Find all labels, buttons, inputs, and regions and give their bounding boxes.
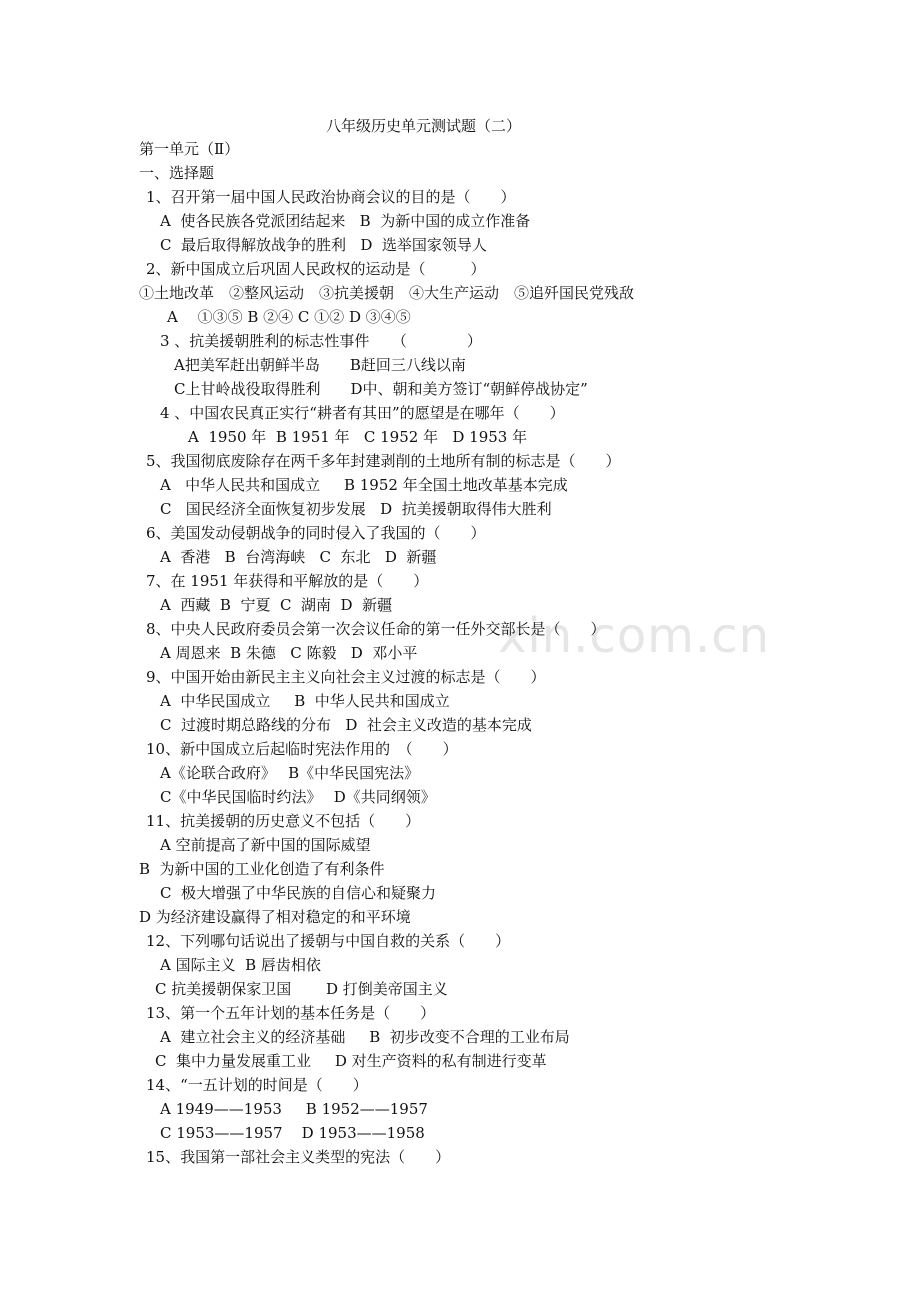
question-11-option-d: D 为经济建设赢得了相对稳定的和平环境 (139, 908, 411, 926)
question-12-options-cd: C 抗美援朝保家卫国 D 打倒美帝国主义 (155, 980, 448, 998)
question-10: 10、新中国成立后起临时宪法作用的 （ ） (146, 740, 458, 758)
question-13: 13、第一个五年计划的基本任务是（ ） (146, 1004, 436, 1022)
section-heading: 一、选择题 (139, 164, 215, 182)
question-3-options-ab: A把美军赶出朝鲜半岛 B赶回三八线以南 (174, 356, 466, 374)
question-11-option-b: B 为新中国的工业化创造了有利条件 (139, 860, 385, 878)
question-12: 12、下列哪句话说出了援朝与中国自救的关系（ ） (146, 932, 511, 950)
question-8: 8、中央人民政府委员会第一次会议任命的第一任外交部长是（ ） (146, 620, 606, 638)
question-14-options-cd: C 1953——1957 D 1953——1958 (160, 1124, 425, 1142)
question-14: 14、“一五计划的时间是（ ） (146, 1076, 368, 1094)
question-13-options-cd: C 集中力量发展重工业 D 对生产资料的私有制进行变革 (155, 1052, 547, 1070)
question-1: 1、召开第一届中国人民政治协商会议的目的是（ ） (146, 188, 516, 206)
question-1-options-cd: C 最后取得解放战争的胜利 D 选举国家领导人 (160, 236, 487, 254)
question-9: 9、中国开始由新民主主义向社会主义过渡的标志是（ ） (146, 668, 546, 686)
question-9-options-ab: A 中华民国成立 B 中华人民共和国成立 (160, 692, 450, 710)
question-6: 6、美国发动侵朝战争的同时侵入了我国的（ ） (146, 524, 486, 542)
question-8-options: A 周恩来 B 朱德 C 陈毅 D 邓小平 (160, 644, 418, 662)
question-10-options-ab: A《论联合政府》 B《中华民国宪法》 (160, 764, 420, 782)
question-15: 15、我国第一部社会主义类型的宪法（ ） (146, 1148, 451, 1166)
question-12-options-ab: A 国际主义 B 唇齿相依 (160, 956, 321, 974)
question-3: 3 、抗美援朝胜利的标志性事件 （ ） (160, 332, 482, 350)
question-1-options-ab: A 使各民族各党派团结起来 B 为新中国的成立作准备 (160, 212, 531, 230)
question-11: 11、抗美援朝的历史意义不包括（ ） (146, 812, 421, 830)
question-2-options: A ①③⑤ B ②④ C ①② D ③④⑤ (167, 308, 411, 326)
question-5-options-cd: C 国民经济全面恢复初步发展 D 抗美援朝取得伟大胜利 (160, 500, 552, 518)
question-11-option-a: A 空前提高了新中国的国际威望 (160, 836, 371, 854)
question-6-options: A 香港 B 台湾海峡 C 东北 D 新疆 (160, 548, 437, 566)
question-4: 4 、中国农民真正实行“耕者有其田”的愿望是在哪年（ ） (160, 404, 565, 422)
question-5: 5、我国彻底废除存在两千多年封建剥削的土地所有制的标志是（ ） (146, 452, 621, 470)
document-title: 八年级历史单元测试题（二） (326, 117, 522, 135)
question-10-options-cd: C《中华民国临时约法》 D《共同纲领》 (160, 788, 436, 806)
question-7-options: A 西藏 B 宁夏 C 湖南 D 新疆 (160, 596, 393, 614)
question-2: 2、新中国成立后巩固人民政权的运动是（ ） (146, 260, 486, 278)
question-7: 7、在 1951 年获得和平解放的是（ ） (146, 572, 429, 590)
question-3-options-cd: C上甘岭战役取得胜利 D中、朝和美方签订“朝鲜停战协定” (174, 380, 588, 398)
unit-heading: 第一单元（Ⅱ） (139, 140, 240, 158)
question-2-items: ①土地改革 ②整风运动 ③抗美援朝 ④大生产运动 ⑤追歼国民党残敌 (139, 284, 635, 302)
watermark: xin.com.cn (498, 608, 771, 664)
question-13-options-ab: A 建立社会主义的经济基础 B 初步改变不合理的工业布局 (160, 1028, 570, 1046)
question-9-options-cd: C 过渡时期总路线的分布 D 社会主义改造的基本完成 (160, 716, 532, 734)
question-5-options-ab: A 中华人民共和国成立 B 1952 年全国土地改革基本完成 (160, 476, 568, 494)
question-14-options-ab: A 1949——1953 B 1952——1957 (160, 1100, 428, 1118)
question-4-options: A 1950 年 B 1951 年 C 1952 年 D 1953 年 (188, 428, 528, 446)
question-11-option-c: C 极大增强了中华民族的自信心和疑聚力 (160, 884, 437, 902)
